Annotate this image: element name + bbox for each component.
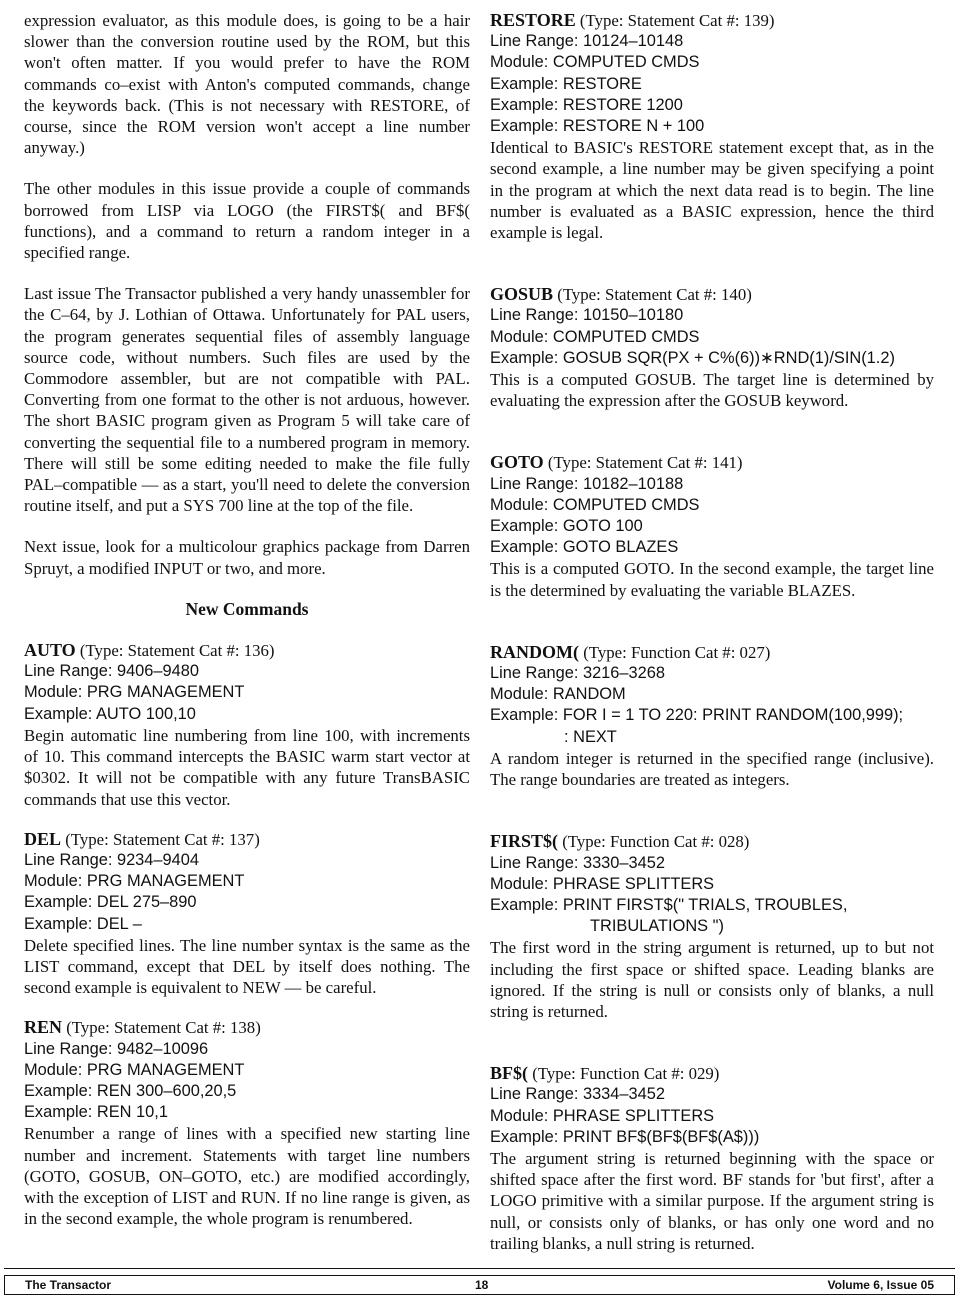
command-module: Module: PRG MANAGEMENT [24, 1060, 245, 1079]
left-column [24, 10, 470, 1248]
command-example: Example: FOR I = 1 TO 220: PRINT RANDOM(100,999); [490, 706, 904, 725]
command-line-range: Line Range: 10124–10148 [490, 32, 684, 51]
command-name: GOSUB [490, 284, 554, 305]
command-header [490, 642, 934, 663]
command-module: Module: PHRASE SPLITTERS [490, 874, 715, 893]
intro-paragraph-3: Last issue The Transactor published a very handy unassembler for the C–64, by J. Lothian of Ottawa. Unfortunately for PAL users, the program generates sequential files of assembly language source code, without numbers. Such files are used by the Commodore assembler, but are not compatible with PAL. Converting from one format to the other is not arduous, however. The short BASIC program given as Program 5 will take care of converting the sequential file to a numbered program in memory. There will still be some editing needed to make the file fully PAL–compatible –– as a start, you'll need to delete the conversion routine itself, and put a SYS 700 line at the top of the file. [24, 284, 470, 516]
command-example: Example: GOSUB SQR(PX + C%(6))∗RND(1)/SIN(1.2) [490, 348, 895, 367]
intro-paragraph-2: The other modules in this issue provide a couple of commands borrowed from LISP via LOGO (the FIRST$( and BF$( functions), and a command to return a random integer in a specified range. [24, 179, 470, 263]
command-description: A random integer is returned in the specified range (inclusive). The range boundaries are treated as integers. [490, 748, 934, 790]
command-example: Example: AUTO 100,10 [24, 704, 196, 723]
command-type-info: (Type: Statement Cat #: 136) [79, 641, 275, 661]
command-entry-auto [24, 640, 470, 810]
command-header [490, 831, 934, 852]
command-example-continuation: TRIBULATIONS ") [590, 917, 724, 936]
command-header [490, 284, 934, 305]
command-entry-ren [24, 1017, 470, 1229]
footer-rule [4, 1268, 955, 1269]
footer-publication: The Transactor [25, 1278, 112, 1292]
command-name: FIRST$( [490, 831, 559, 852]
command-module: Module: PRG MANAGEMENT [24, 872, 245, 891]
command-example: Example: DEL 275–890 [24, 893, 197, 912]
command-name: DEL [24, 828, 62, 849]
command-description: Renumber a range of lines with a specified new starting line number and increment. Statements with target line numbers (GOTO, GOSUB, ON–GOTO, etc.) are modified accordingly, with the exception of LIST and RUN. If no line range is given, as in the second example, the whole program is renumbered. [24, 1124, 470, 1229]
command-module: Module: COMPUTED CMDS [490, 327, 700, 346]
command-name: BF$( [490, 1063, 528, 1084]
command-description: Begin automatic line numbering from line 100, with increments of 10. This command intercepts the BASIC warm start vector at $0302. It will not be compatible with any future TransBASIC commands that use this vector. [24, 725, 470, 809]
command-module: Module: COMPUTED CMDS [490, 495, 700, 514]
command-type-info: (Type: Statement Cat #: 138) [66, 1018, 261, 1038]
command-name: REN [24, 1017, 63, 1038]
command-example: Example: REN 10,1 [24, 1103, 168, 1122]
command-entry-restore [490, 10, 934, 243]
footer-issue: Volume 6, Issue 05 [827, 1278, 934, 1292]
command-example: Example: RESTORE 1200 [490, 95, 683, 114]
command-header [24, 1017, 470, 1038]
command-type-info: (Type: Statement Cat #: 139) [579, 11, 775, 30]
intro-paragraph-1: expression evaluator, as this module does, is going to be a hair slower than the conversion routine used by the ROM, but this won't often matter. If you would prefer to have the ROM commands co–exist with Anton's computed commands, change the keywords back. (This is not necessary with RESTORE, of course, since the ROM version won't accept a line number anyway.) [24, 11, 470, 158]
command-example: Example: PRINT BF$(BF$(BF$(A$))) [490, 1127, 760, 1146]
command-header [24, 829, 470, 850]
footer-page-number: 18 [475, 1278, 489, 1292]
command-line-range: Line Range: 3216–3268 [490, 664, 665, 683]
command-line-range: Line Range: 10182–10188 [490, 474, 684, 493]
command-entry-gosub [490, 284, 934, 411]
command-module: Module: COMPUTED CMDS [490, 53, 700, 72]
command-example: Example: REN 300–600,20,5 [24, 1081, 237, 1100]
command-entry-del [24, 829, 470, 999]
command-description: This is a computed GOTO. In the second example, the target line is the determined by evaluating the variable BLAZES. [490, 559, 934, 600]
command-module: Module: RANDOM [490, 685, 626, 704]
command-name: RANDOM( [490, 641, 579, 662]
command-entry-first [490, 831, 934, 1022]
command-name: RESTORE [490, 10, 576, 30]
command-type-info: (Type: Function Cat #: 028) [562, 832, 750, 852]
section-heading: New Commands [185, 598, 309, 619]
command-module: Module: PHRASE SPLITTERS [490, 1106, 715, 1125]
command-type-info: (Type: Function Cat #: 029) [532, 1064, 720, 1084]
command-name: AUTO [24, 640, 76, 661]
command-description: This is a computed GOSUB. The target line is determined by evaluating the expression after the GOSUB keyword. [490, 370, 934, 411]
command-description: Delete specified lines. The line number syntax is the same as the LIST command, except that DEL by itself does nothing. The second example is equivalent to NEW –– be careful. [24, 935, 470, 998]
command-module: Module: PRG MANAGEMENT [24, 683, 245, 702]
command-line-range: Line Range: 9406–9480 [24, 662, 199, 681]
command-type-info: (Type: Function Cat #: 027) [583, 642, 771, 662]
command-header [490, 10, 934, 31]
command-type-info: (Type: Statement Cat #: 140) [557, 285, 752, 305]
command-name: GOTO [490, 452, 544, 473]
command-example: Example: RESTORE N + 100 [490, 117, 705, 136]
command-header [490, 452, 934, 473]
command-entry-goto [490, 452, 934, 600]
command-example: Example: RESTORE [490, 74, 642, 93]
command-line-range: Line Range: 3330–3452 [490, 853, 665, 872]
command-header [24, 640, 470, 661]
command-description: The first word in the string argument is returned, up to but not including the first space or shifted space. Leading blanks are ignored. If the string is null or consists only of blanks, a null string is returned. [490, 938, 934, 1021]
command-line-range: Line Range: 9482–10096 [24, 1039, 209, 1058]
command-description: The argument string is returned beginning with the space or shifted space after the first word. BF stands for 'but first', after a LOGO primitive with a similar purpose. If the argument string is null, or consists only of blanks, or has only one word and no trailing blanks, a null string is returned. [490, 1148, 934, 1253]
intro-paragraph-4: Next issue, look for a multicolour graphics package from Darren Spruyt, a modified INPUT or two, and more. [24, 537, 470, 578]
command-line-range: Line Range: 3334–3452 [490, 1085, 665, 1104]
command-line-range: Line Range: 10150–10180 [490, 306, 684, 325]
command-type-info: (Type: Statement Cat #: 137) [65, 829, 260, 849]
right-column [490, 10, 934, 1273]
command-type-info: (Type: Statement Cat #: 141) [547, 453, 743, 473]
command-example: Example: GOTO 100 [490, 517, 643, 536]
page-footer [4, 1275, 955, 1295]
command-example: Example: GOTO BLAZES [490, 538, 679, 557]
command-description: Identical to BASIC's RESTORE statement except that, as in the second example, a line number may be given specifying a point in the program at which the next data read is to begin. The line number is evaluated as a BASIC expression, hence the third example is legal. [490, 138, 934, 243]
command-entry-random [490, 642, 934, 790]
command-header [490, 1063, 934, 1084]
command-entry-bf [490, 1063, 934, 1254]
command-example: Example: DEL – [24, 914, 142, 933]
command-example-continuation: : NEXT [564, 727, 617, 746]
command-line-range: Line Range: 9234–9404 [24, 850, 199, 869]
command-example: Example: PRINT FIRST$(" TRIALS, TROUBLES, [490, 895, 848, 914]
